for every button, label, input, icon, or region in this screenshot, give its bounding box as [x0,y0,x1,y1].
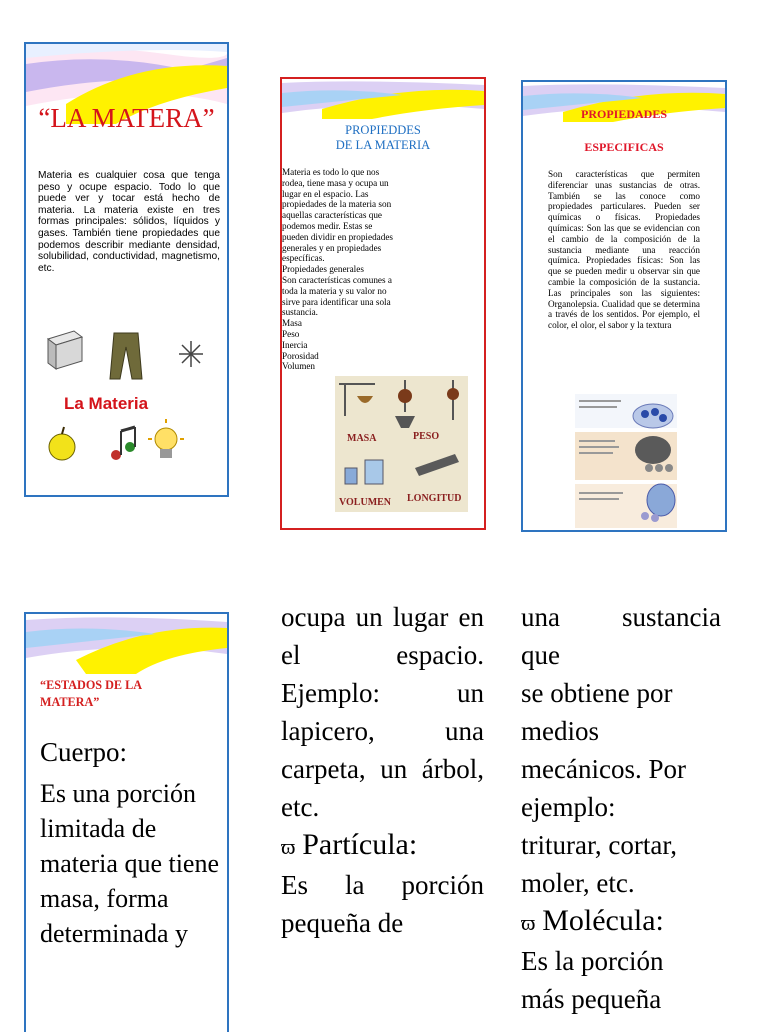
text-line: específicas. [282,253,325,264]
especificas-title-line2: ESPECIFICAS [584,140,664,154]
column-line: que [521,640,560,670]
particula-term: Partícula: [302,828,418,861]
brochure-panel-propiedades [280,77,486,530]
text-line: Son características comunes a [282,274,392,285]
text-line: Porosidad [282,350,319,361]
measuring-tools-drawing [335,376,468,512]
brochure-panel-estados [24,612,229,1032]
pants-icon [110,333,142,379]
especificas-body-text: Son características que permiten diferenciar unas sustancias de otras. También se las conoce como propiedades particulares. Pueden ser químicas o físicas. Propiedades químicas: Son las que se evidencian con el cambio de la composición de la sustancia mediante una reacción química. Propiedades físicas: Son las que se pueden medir u observar sin que cambie la composición de la sustancia. Las principales son las siguientes: Organolepsia. Cualidad que se determina a través de los sentidos. Por ejemplo, el color, el olor, el sabor y la textura [548,169,700,331]
propiedades-title [282,123,484,152]
column-line: Es la porción [521,946,664,976]
text-line: Volumen [282,361,316,372]
especificas-title-line1: PROPIEDADES [580,107,667,121]
bullet-symbol: ϖ [281,834,296,859]
particula-definition: Es la porción pequeña de [281,870,484,938]
brick-icon [48,331,82,369]
column-line: una sustancia [521,602,721,632]
illustration-caption: La Materia [64,394,149,413]
text-line: podemos medir. Estas se [282,220,373,231]
text-line: sirve para identificar una sola [282,296,391,307]
longitud-label: LONGITUD [407,493,462,504]
text-line: toda la materia y su valor no [282,285,387,296]
general-properties-illustration [335,376,468,512]
snowflake-icon [179,341,203,367]
molecula-heading-line [521,902,721,942]
column-text: ocupa un lugar en el espacio. Ejemplo: un lapicero, una carpeta, un árbol, etc. [281,602,484,822]
text-line: propiedades de la materia son [282,199,392,210]
text-column-particula [281,598,484,942]
text-column-molecula [521,598,721,1018]
text-line: Masa [282,318,302,329]
estados-title: “ESTADOS DE LA MATERA” [40,678,142,709]
text-line: Inercia [282,339,308,350]
brochure-panel-cover [24,42,229,497]
la-materia-illustration [44,329,214,479]
text-line: generales y en propiedades [282,242,382,253]
propiedades-title-line1: PROPIEDDES [345,123,421,137]
propiedades-title-line2: DE LA MATERIA [335,137,431,152]
cover-body-text: Materia es cualquier cosa que tenga peso y ocupe espacio. Todo lo que puede ver y tocar está hecho de materia. La materia existe en tres formas principales: sólidos, líquidos y gases. También tiene propiedades que podemos describir mediante densidad, solubilidad, conductividad, magnetismo, etc. [38,170,220,274]
text-line: aquellas características que [282,210,382,221]
wave-banner-decoration [26,614,227,674]
molecula-term: Molécula: [542,904,664,937]
molecular-structures-drawing [575,394,677,528]
music-notes-icon [111,427,135,460]
masa-label: MASA [347,433,377,444]
column-line: mecánicos. Por [521,754,686,784]
column-line: ejemplo: [521,792,616,822]
column-line: triturar, cortar, [521,830,678,860]
cuerpo-definition: Es una porción limitada de materia que tiene masa, forma determinada y [40,779,220,948]
wave-banner-decoration [282,79,484,119]
cover-title: “LA MATERA” [38,103,215,133]
apple-icon [49,427,75,460]
text-line: Materia es todo lo que nos [282,167,380,177]
cuerpo-heading: Cuerpo: [40,737,127,767]
text-line: pueden dividir en propiedades [282,231,393,242]
molecules-illustration [575,394,677,528]
volumen-label: VOLUMEN [339,497,392,508]
text-line: Propiedades generales [282,264,364,275]
text-line: rodea, tiene masa y ocupa un [282,177,389,188]
column-line: medios [521,716,599,746]
light-bulb-icon [148,419,184,458]
text-line: Peso [282,328,300,339]
bullet-symbol: ϖ [521,910,536,935]
propiedades-body-text [282,167,427,372]
column-line: más pequeña [521,984,662,1014]
text-line: sustancia. [282,307,318,318]
column-line: se obtiene por [521,678,673,708]
peso-label: PESO [413,431,440,442]
text-line: lugar en el espacio. Las [282,188,369,199]
column-line: moler, etc. [521,868,635,898]
brochure-panel-especificas [521,80,727,532]
